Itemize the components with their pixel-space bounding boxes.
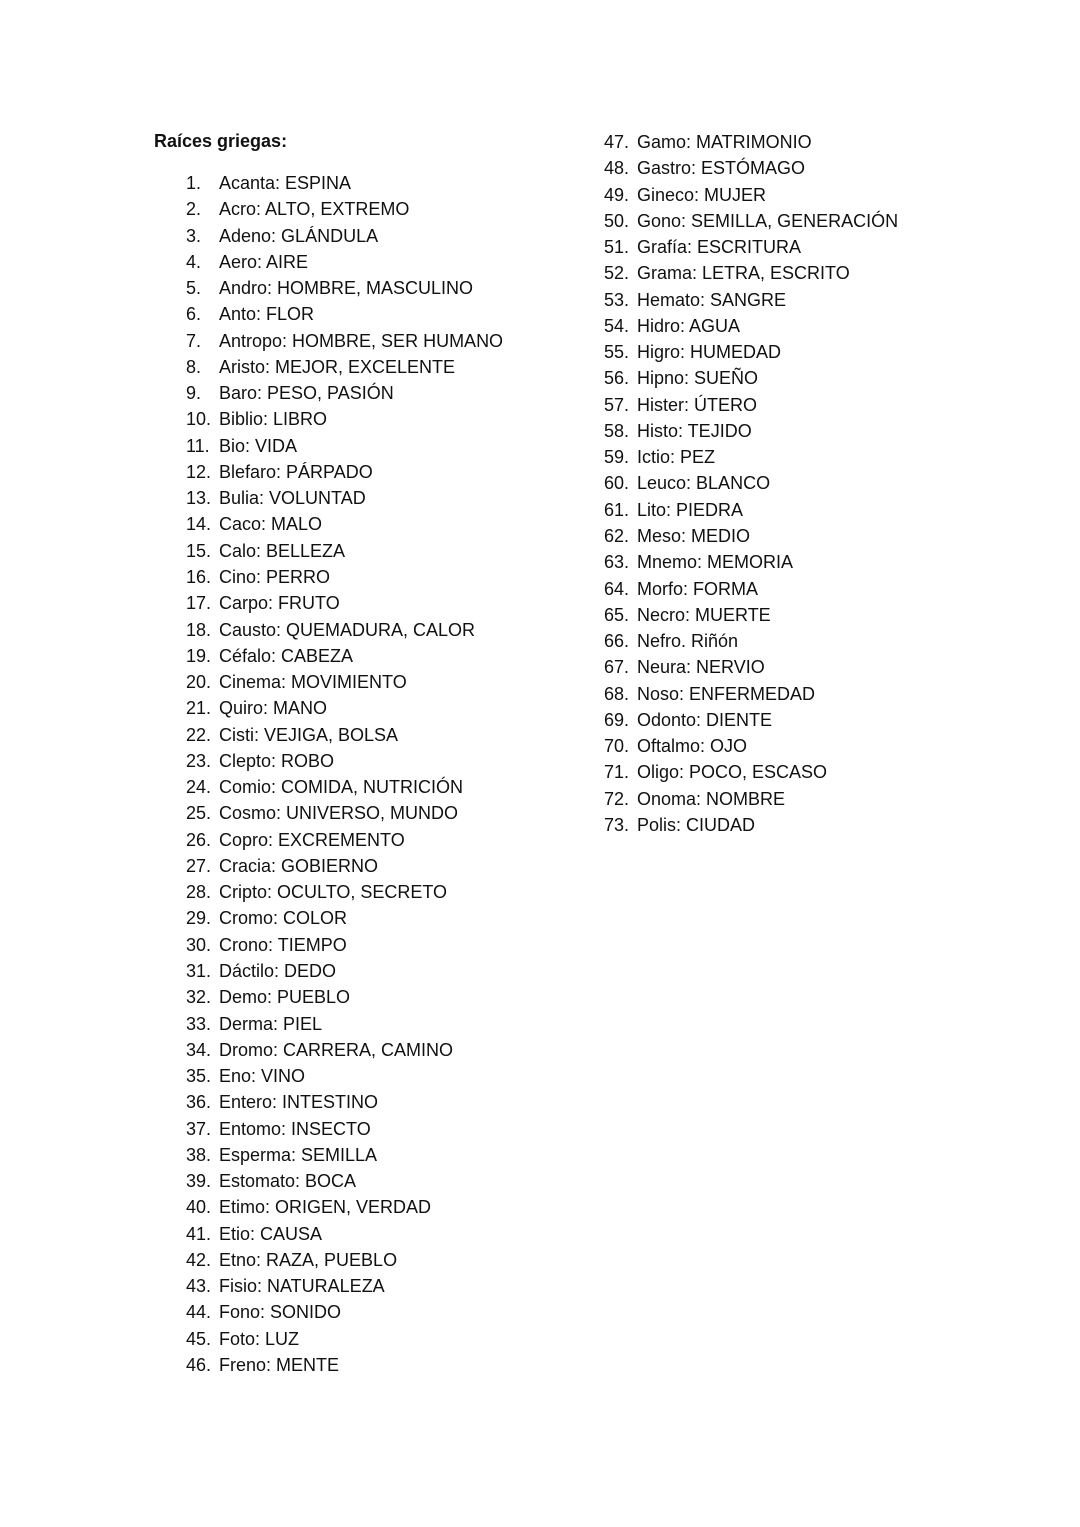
list-item	[186, 1273, 503, 1299]
list-item-number: 55.	[604, 342, 630, 363]
list-item-text: Oftalmo: OJO	[637, 736, 748, 757]
list-item	[604, 392, 898, 418]
list-item-text: Polis: CIUDAD	[637, 814, 756, 835]
list-item	[604, 576, 898, 602]
list-item-number: 50.	[604, 210, 630, 231]
list-item	[604, 628, 898, 654]
list-item	[186, 196, 503, 222]
list-item	[186, 1168, 503, 1194]
list-item-number: 11.	[186, 435, 210, 456]
list-item-text: Hipno: SUEÑO	[637, 368, 759, 389]
list-item-number: 41.	[186, 1223, 212, 1244]
list-item	[186, 1037, 503, 1063]
list-item-number: 58.	[604, 420, 630, 441]
list-item-text: Onoma: NOMBRE	[637, 788, 786, 809]
list-item-text: Aristo: MEJOR, EXCELENTE	[219, 356, 456, 377]
list-item-number: 57.	[604, 394, 630, 415]
list-item	[604, 707, 898, 733]
list-item-text: Neura: NERVIO	[637, 657, 765, 678]
list-item-text: Fisio: NATURALEZA	[219, 1276, 385, 1297]
list-item	[604, 654, 898, 680]
list-item	[186, 328, 503, 354]
list-item	[604, 339, 898, 365]
roots-list-right-column	[604, 129, 898, 838]
list-item-number: 73.	[604, 814, 630, 835]
list-item-number: 5.	[186, 278, 202, 299]
list-item-text: Clepto: ROBO	[219, 750, 335, 771]
list-item	[604, 812, 898, 838]
list-item	[186, 722, 503, 748]
list-item-text: Histo: TEJIDO	[637, 420, 752, 441]
list-item-number: 39.	[186, 1171, 212, 1192]
list-item-text: Cosmo: UNIVERSO, MUNDO	[219, 803, 459, 824]
list-item-number: 25.	[186, 803, 212, 824]
list-item-text: Noso: ENFERMEDAD	[637, 683, 816, 704]
list-item-number: 47.	[604, 132, 630, 152]
list-item-text: Gono: SEMILLA, GENERACIÓN	[637, 210, 899, 231]
list-item-number: 12.	[186, 461, 212, 482]
list-item-number: 72.	[604, 788, 630, 809]
list-item-text: Comio: COMIDA, NUTRICIÓN	[219, 777, 464, 798]
list-item	[186, 249, 503, 275]
list-item-number: 61.	[604, 499, 630, 520]
list-item-text: Estomato: BOCA	[219, 1171, 357, 1192]
list-item	[186, 354, 503, 380]
list-item-text: Etno: RAZA, PUEBLO	[219, 1249, 398, 1270]
list-item	[604, 208, 898, 234]
list-item-number: 34.	[186, 1039, 212, 1060]
list-item	[186, 1011, 503, 1037]
list-item-number: 28.	[186, 882, 212, 903]
list-item	[186, 958, 503, 984]
list-item	[186, 1063, 503, 1089]
list-item-text: Baro: PESO, PASIÓN	[219, 383, 394, 404]
list-item	[186, 275, 503, 301]
list-item-text: Gamo: MATRIMONIO	[637, 132, 812, 152]
list-item	[604, 418, 898, 444]
list-item-number: 10.	[186, 409, 212, 430]
list-item-number: 3.	[186, 225, 202, 246]
list-item-number: 13.	[186, 488, 212, 509]
list-item-number: 31.	[186, 960, 212, 981]
list-item-text: Grafía: ESCRITURA	[637, 237, 802, 258]
list-item-text: Carpo: FRUTO	[219, 593, 340, 614]
list-item-text: Quiro: MANO	[219, 698, 328, 719]
list-item-number: 1.	[186, 173, 202, 193]
list-item	[186, 1326, 503, 1352]
list-item	[186, 485, 503, 511]
list-item	[186, 223, 503, 249]
list-item-number: 15.	[186, 540, 212, 561]
list-item-text: Eno: VINO	[219, 1066, 306, 1087]
list-item	[604, 365, 898, 391]
list-item-text: Foto: LUZ	[219, 1328, 300, 1349]
list-item-text: Leuco: BLANCO	[637, 473, 771, 494]
list-item-number: 30.	[186, 934, 212, 955]
list-item	[186, 879, 503, 905]
list-item	[186, 459, 503, 485]
list-item-number: 33.	[186, 1013, 212, 1034]
list-item	[186, 406, 503, 432]
list-item-number: 51.	[604, 237, 630, 258]
list-item-text: Cino: PERRO	[219, 566, 331, 587]
list-item	[186, 800, 503, 826]
list-item-number: 64.	[604, 578, 630, 599]
list-item-text: Etimo: ORIGEN, VERDAD	[219, 1197, 432, 1218]
list-item	[186, 905, 503, 931]
list-item-text: Necro: MUERTE	[637, 604, 771, 625]
list-item-number: 66.	[604, 631, 630, 652]
list-item	[186, 1142, 503, 1168]
list-item-number: 26.	[186, 829, 212, 850]
list-item-number: 69.	[604, 709, 630, 730]
list-item-text: Cinema: MOVIMIENTO	[219, 672, 407, 693]
list-item-number: 16.	[186, 566, 212, 587]
list-item-text: Anto: FLOR	[219, 304, 315, 325]
list-item-text: Lito: PIEDRA	[637, 499, 744, 520]
list-item	[604, 733, 898, 759]
list-item-text: Entero: INTESTINO	[219, 1092, 379, 1113]
list-item-number: 6.	[186, 304, 202, 325]
list-item-number: 8.	[186, 356, 202, 377]
list-item-text: Dáctilo: DEDO	[219, 960, 337, 981]
list-item-number: 70.	[604, 736, 630, 757]
list-item	[604, 234, 898, 260]
list-item-text: Freno: MENTE	[219, 1354, 340, 1375]
list-item-number: 29.	[186, 908, 212, 929]
list-item	[604, 786, 898, 812]
list-item	[186, 1299, 503, 1325]
list-item	[186, 643, 503, 669]
list-item-text: Entomo: INSECTO	[219, 1118, 371, 1139]
list-item	[186, 669, 503, 695]
list-item-number: 46.	[186, 1354, 212, 1375]
list-item-number: 63.	[604, 552, 630, 573]
list-item	[604, 759, 898, 785]
list-item-number: 9.	[186, 383, 202, 404]
list-item-number: 59.	[604, 447, 630, 468]
list-item-text: Caco: MALO	[219, 514, 323, 535]
list-item-text: Oligo: POCO, ESCASO	[637, 762, 828, 783]
list-item	[186, 1089, 503, 1115]
list-item-text: Derma: PIEL	[219, 1013, 323, 1034]
list-item-text: Hemato: SANGRE	[637, 289, 787, 310]
list-item	[186, 695, 503, 721]
list-item-text: Cracia: GOBIERNO	[219, 855, 379, 876]
list-item-text: Morfo: FORMA	[637, 578, 759, 599]
list-item-text: Cisti: VEJIGA, BOLSA	[219, 724, 399, 745]
list-item-text: Causto: QUEMADURA, CALOR	[219, 619, 476, 640]
list-item	[186, 380, 503, 406]
list-item-number: 43.	[186, 1276, 212, 1297]
list-item	[186, 932, 503, 958]
list-item-number: 7.	[186, 330, 202, 351]
list-item-number: 44.	[186, 1302, 212, 1323]
list-item-number: 4.	[186, 251, 202, 272]
list-item-number: 17.	[186, 593, 212, 614]
list-item	[604, 549, 898, 575]
list-item-number: 67.	[604, 657, 630, 678]
list-item	[186, 511, 503, 537]
list-item-number: 48.	[604, 158, 630, 179]
list-item	[604, 260, 898, 286]
list-item	[604, 470, 898, 496]
list-item-number: 19.	[186, 645, 212, 666]
list-item-number: 38.	[186, 1144, 212, 1165]
list-item	[186, 170, 503, 196]
list-item	[604, 287, 898, 313]
list-item-number: 71.	[604, 762, 630, 783]
list-item-text: Acanta: ESPINA	[219, 173, 352, 193]
list-item-text: Andro: HOMBRE, MASCULINO	[219, 278, 474, 299]
list-item-text: Céfalo: CABEZA	[219, 645, 354, 666]
list-item-number: 49.	[604, 184, 630, 205]
list-item-number: 18.	[186, 619, 212, 640]
list-item-text: Cromo: COLOR	[219, 908, 348, 929]
list-item	[604, 155, 898, 181]
list-item-number: 2.	[186, 199, 202, 220]
list-item-text: Antropo: HOMBRE, SER HUMANO	[219, 330, 504, 351]
list-item-number: 68.	[604, 683, 630, 704]
list-item-number: 52.	[604, 263, 630, 284]
list-item-text: Odonto: DIENTE	[637, 709, 773, 730]
list-item-number: 14.	[186, 514, 212, 535]
list-item	[186, 301, 503, 327]
list-item-text: Higro: HUMEDAD	[637, 342, 782, 363]
list-item-text: Hister: ÚTERO	[637, 394, 758, 415]
list-item	[186, 853, 503, 879]
list-item	[604, 523, 898, 549]
list-item-text: Copro: EXCREMENTO	[219, 829, 405, 850]
list-item-text: Cripto: OCULTO, SECRETO	[219, 882, 448, 903]
list-item	[186, 590, 503, 616]
page-heading: Raíces griegas:	[154, 131, 288, 151]
list-item-number: 45.	[186, 1328, 212, 1349]
list-item	[604, 444, 898, 470]
list-item-number: 37.	[186, 1118, 212, 1139]
list-item	[186, 1116, 503, 1142]
list-item	[186, 1352, 503, 1378]
list-item-text: Aero: AIRE	[219, 251, 309, 272]
list-item	[186, 564, 503, 590]
list-item-number: 54.	[604, 315, 630, 336]
list-item-number: 23.	[186, 750, 212, 771]
list-item	[186, 748, 503, 774]
list-item-number: 42.	[186, 1249, 212, 1270]
list-item-text: Demo: PUEBLO	[219, 987, 351, 1008]
list-item	[186, 1247, 503, 1273]
list-item-text: Adeno: GLÁNDULA	[219, 225, 379, 246]
list-item	[186, 538, 503, 564]
list-item-number: 36.	[186, 1092, 212, 1113]
list-item-text: Gastro: ESTÓMAGO	[637, 158, 806, 179]
list-item-number: 22.	[186, 724, 212, 745]
list-item-number: 20.	[186, 672, 212, 693]
list-item	[186, 617, 503, 643]
list-item-number: 62.	[604, 525, 630, 546]
list-item	[604, 313, 898, 339]
list-item-text: Fono: SONIDO	[219, 1302, 342, 1323]
list-item-number: 40.	[186, 1197, 212, 1218]
list-item-text: Etio: CAUSA	[219, 1223, 323, 1244]
list-item-text: Gineco: MUJER	[637, 184, 767, 205]
list-item-text: Grama: LETRA, ESCRITO	[637, 263, 850, 284]
list-item-number: 56.	[604, 368, 630, 389]
list-item-text: Acro: ALTO, EXTREMO	[219, 199, 410, 220]
list-item-text: Meso: MEDIO	[637, 525, 751, 546]
list-item-text: Calo: BELLEZA	[219, 540, 346, 561]
list-item	[186, 433, 503, 459]
list-item-text: Blefaro: PÁRPADO	[219, 461, 373, 482]
list-item-text: Biblio: LIBRO	[219, 409, 328, 430]
list-item-text: Mnemo: MEMORIA	[637, 552, 794, 573]
list-item-number: 53.	[604, 289, 630, 310]
roots-list-left-column	[186, 170, 503, 1378]
list-item-number: 60.	[604, 473, 630, 494]
list-item	[186, 827, 503, 853]
list-item-text: Nefro. Riñón	[637, 631, 739, 652]
list-item-number: 21.	[186, 698, 212, 719]
list-item-text: Esperma: SEMILLA	[219, 1144, 378, 1165]
list-item	[186, 774, 503, 800]
list-item	[604, 182, 898, 208]
list-item-text: Hidro: AGUA	[637, 315, 741, 336]
list-item	[604, 681, 898, 707]
list-item	[604, 602, 898, 628]
list-item	[186, 1221, 503, 1247]
list-item	[186, 984, 503, 1010]
list-item-number: 65.	[604, 604, 630, 625]
list-item-number: 35.	[186, 1066, 212, 1087]
list-item-text: Crono: TIEMPO	[219, 934, 347, 955]
list-item-number: 24.	[186, 777, 212, 798]
list-item-text: Bio: VIDA	[219, 435, 298, 456]
list-item	[604, 129, 898, 155]
list-item-text: Dromo: CARRERA, CAMINO	[219, 1039, 454, 1060]
list-item	[186, 1194, 503, 1220]
list-item	[604, 497, 898, 523]
list-item-text: Ictio: PEZ	[637, 447, 716, 468]
list-item-number: 32.	[186, 987, 212, 1008]
list-item-number: 27.	[186, 855, 212, 876]
list-item-text: Bulia: VOLUNTAD	[219, 488, 366, 509]
